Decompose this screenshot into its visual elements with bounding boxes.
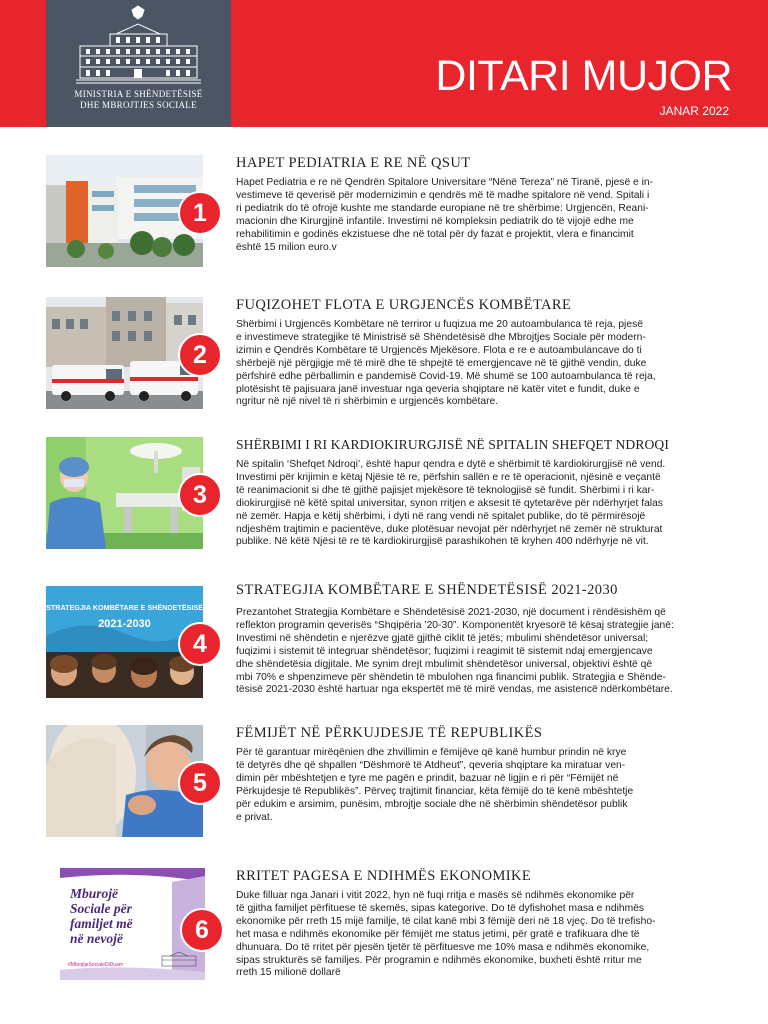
- article-4-headline: STRATEGJIA KOMBËTARE E SHËNDETËSISË 2021-2030: [236, 582, 618, 598]
- article-2-body: [236, 319, 736, 409]
- article-4: [46, 582, 736, 712]
- article-6-line: rreth 15 milionë dollarë: [236, 967, 341, 979]
- article-2-line: izimin e Qendrës Kombëtare të Urgjencës Mjekësore. Flota e re e autoambulancave do ti: [236, 344, 642, 356]
- article-1-line: macionin dhe Kirurgjinë infantile. Investimi në kompleksin pediatrik do të vijojë edhe me: [236, 215, 634, 227]
- article-3-headline: SHËRBIMI I RI KARDIOKIRURGJISË NË SPITALIN SHEFQET NDROQI: [236, 437, 669, 452]
- article-3-line: të reanimacionit si dhe të gjithë pajisjet mjekësore të teknologjisë së fundit. Shërbimi i ri kar-: [236, 484, 655, 496]
- article-6-line: ekonomike për rreth 15 mijë familje, të cilat kanë mbi 3 fëmijë deri në 18 vjeç. Do të trefisho-: [236, 915, 656, 927]
- article-1-line: Hapet Pediatria e re në Qendrën Spitalore Universitare “Nënë Tereza” në Tiranë, pjesë e in-: [236, 177, 654, 188]
- promo-slogan-line: Sociale për: [70, 901, 132, 916]
- article-3-line: publike. Në këtë Njësi të re të kardiokirurgjisë parashikohen të kryhen 400 ndërhyrje në vit.: [236, 536, 649, 548]
- article-3-line: ndjeshëm trajtimin e pacientëve, duke plotësuar nevojat për ndërhyrjet në zemër në strukturat: [236, 523, 663, 535]
- strategy-image-title-line1: STRATEGJIA KOMBËTARE E SHËNDETËSISË: [46, 603, 203, 612]
- article-4-line: fuqizimi i sistemit të integruar shëndetësor; fuqizimi i reagimit të sistemit ndaj emergjencave: [236, 645, 653, 657]
- article-1-line: ri pediatrik do të ofrojë kushte me standarde europiane në tre shërbime: Urgjencën, Reani-: [236, 202, 649, 214]
- article-1-line: është 15 milion euro.v: [236, 241, 337, 253]
- article-4-body: [236, 607, 736, 697]
- article-5-line: e privat.: [236, 811, 273, 823]
- article-2-headline: FUQIZOHET FLOTA E URGJENCËS KOMBËTARE: [236, 297, 572, 313]
- article-3-body: [236, 459, 736, 549]
- article-1-line: rehabilitimin e godinës ekzistuese dhe në total për dy fazat e projektit, vlera e financimit: [236, 228, 634, 240]
- article-3-line: Investimi për krijimin e këtaj Njësie të re, përfshin sallën e re të operacionit, njësinë e veçantë: [236, 471, 661, 483]
- promo-slogan-line: Mburojë: [70, 886, 119, 901]
- article-5-line: Për të garantuar mirëqënien dhe zhvillimin e fëmijëve që kanë humbur prindin në krye: [236, 747, 627, 758]
- promo-hashtag: #MbrojtjeSocialeDiDuam: [68, 962, 124, 968]
- article-6-line: të gjitha familjet përfituese të skemës, sipas kategorive. Do të dyfishohet masa e ndihmës: [236, 902, 645, 914]
- article-1: [46, 155, 736, 285]
- article-4-number-badge: 4: [178, 622, 222, 666]
- article-1-line: vestimeve të qeverisë për modernizimin e qendrës më të madhe spitalore në vend. Spitali i: [236, 189, 650, 201]
- article-3: [46, 437, 736, 567]
- page-title: DITARI MUJOR: [435, 52, 732, 100]
- article-4-line: mbi 70% e shpenzimeve për shëndetin të mbulohen nga financimi publik. Strategjia e Shënde-: [236, 671, 666, 683]
- article-4-line: dhe shëndetësia digjitale. Me synim drejt mbulimit shëndetësor universal, objektivi është që: [236, 658, 653, 670]
- article-3-line: diokirurgjisë në këtë spital universitar, synon rritjen e aksesit të qytetarëve për ndërhyrjet falas: [236, 497, 663, 509]
- article-4-line: tësisë 2021-2030 është hartuar nga ekspertët më të mirë vendas, me asistencë ndërkombëtare.: [236, 684, 673, 696]
- article-6-number-badge: 6: [180, 908, 224, 952]
- promo-slogan-line: në nevojë: [70, 931, 123, 946]
- article-1-headline: HAPET PEDIATRIA E RE NË QSUT: [236, 155, 471, 171]
- article-6-headline: RRITET PAGESA E NDIHMËS EKONOMIKE: [236, 868, 532, 884]
- article-5-body: [236, 747, 736, 824]
- article-3-line: Në spitalin ‘Shefqet Ndroqi’, është hapur qendra e dytë e shërbimit të kardiokirurgjisë në vend.: [236, 459, 666, 470]
- article-5-line: të detyrës dhe që shpallen “Dëshmorë të Atdheut”, qeveria shqiptare ka miratuar ven-: [236, 759, 626, 771]
- article-4-line: reflekton programin qeverisës “Shqipëria ’20-30”. Komponentët kryesorë të kësaj strategjie janë:: [236, 619, 674, 631]
- article-5-line: për edukim e arsimim, punësim, mbrojtje sociale dhe në shërbimin shëndetësor publik: [236, 798, 628, 810]
- article-2-line: e investimeve strategjike të Ministrisë së Shëndetësisë dhe Mbrojtjes Sociale për modern-: [236, 331, 646, 343]
- article-5: [46, 725, 736, 855]
- article-2: [46, 297, 736, 427]
- header-banner: [0, 0, 768, 127]
- article-3-number-badge: 3: [178, 473, 222, 517]
- article-6-body: [236, 890, 736, 980]
- article-4-line: Prezantohet Strategjia Kombëtare e Shëndetësisë 2021-2030, një document i rëndësishëm që: [236, 607, 666, 618]
- article-6-line: het masa e ndihmës ekonomike për fëmijët me status jetimi, për gratë e trafikuara dhe të: [236, 928, 640, 940]
- article-6: [46, 868, 736, 998]
- article-4-line: Investimi në shëndetin e njerëzve gjatë gjithë ciklit të jetës; mbulimi shëndetësor universal;: [236, 632, 649, 644]
- article-5-line: dimin për mbështetjen e tyre me pagën e prindit, bazuar në ligjin e ri për “Fëmijët në: [236, 772, 619, 784]
- article-5-number-badge: 5: [178, 761, 222, 805]
- article-5-line: Përkujdesje të Republikës”. Përveç trajtimit financiar, këta fëmijë do të kenë mbështetje: [236, 785, 634, 797]
- article-2-line: plotësisht të pajisuara janë investuar nga qeveria shqiptare në katër vitet e fundit, duke e: [236, 383, 640, 395]
- article-1-number-badge: 1: [178, 191, 222, 235]
- article-2-line: Shërbimi i Urgjencës Kombëtare në terriror u fuqizua me 20 autoambulanca të reja, pjesë: [236, 319, 643, 330]
- article-6-line: dhunuara. Do të rritet për pjesën tjetër të përfituesve me 10% masa e ndihmës ekonomike,: [236, 941, 650, 953]
- promo-slogan: [70, 886, 170, 946]
- article-6-line: Duke filluar nga Janari i vitit 2022, hyn në fuqi rritja e masës së ndihmës ekonomike për: [236, 890, 635, 901]
- article-6-line: sipas strukturës së familjes. Për programin e ndihmës ekonomike, buxheti është rritur me: [236, 954, 642, 966]
- article-2-line: përfshirë edhe përballimin e pandemisë Covid-19. Më shumë se 100 autoambulanca të reja,: [236, 370, 656, 382]
- issue-date: JANAR 2022: [659, 104, 729, 118]
- ministry-name-line2: DHE MBROJTJES SOCIALE: [80, 100, 197, 110]
- article-5-headline: FËMIJËT NË PËRKUJDESJE TË REPUBLIKËS: [236, 725, 543, 741]
- strategy-image-title-line2: 2021-2030: [98, 618, 151, 630]
- article-2-line: ngritur në një nivel të ri shërbimin e urgjencës kombëtare.: [236, 396, 499, 408]
- article-2-number-badge: 2: [178, 333, 222, 377]
- article-2-line: shërbejë një përgjigje më të mirë dhe të shpejtë të emergjencave në të gjithë vendin, duke: [236, 357, 647, 369]
- promo-slogan-line: familjet më: [70, 916, 133, 931]
- ministry-name-line1: MINISTRIA E SHËNDETËSISË: [74, 89, 203, 99]
- ministry-logo: [46, 0, 231, 127]
- article-3-line: në zemër. Hapja e këtij shërbimi, i dyti në rang vendi në spitalet publike, do të përmirësojë: [236, 510, 646, 522]
- article-1-body: [236, 177, 736, 254]
